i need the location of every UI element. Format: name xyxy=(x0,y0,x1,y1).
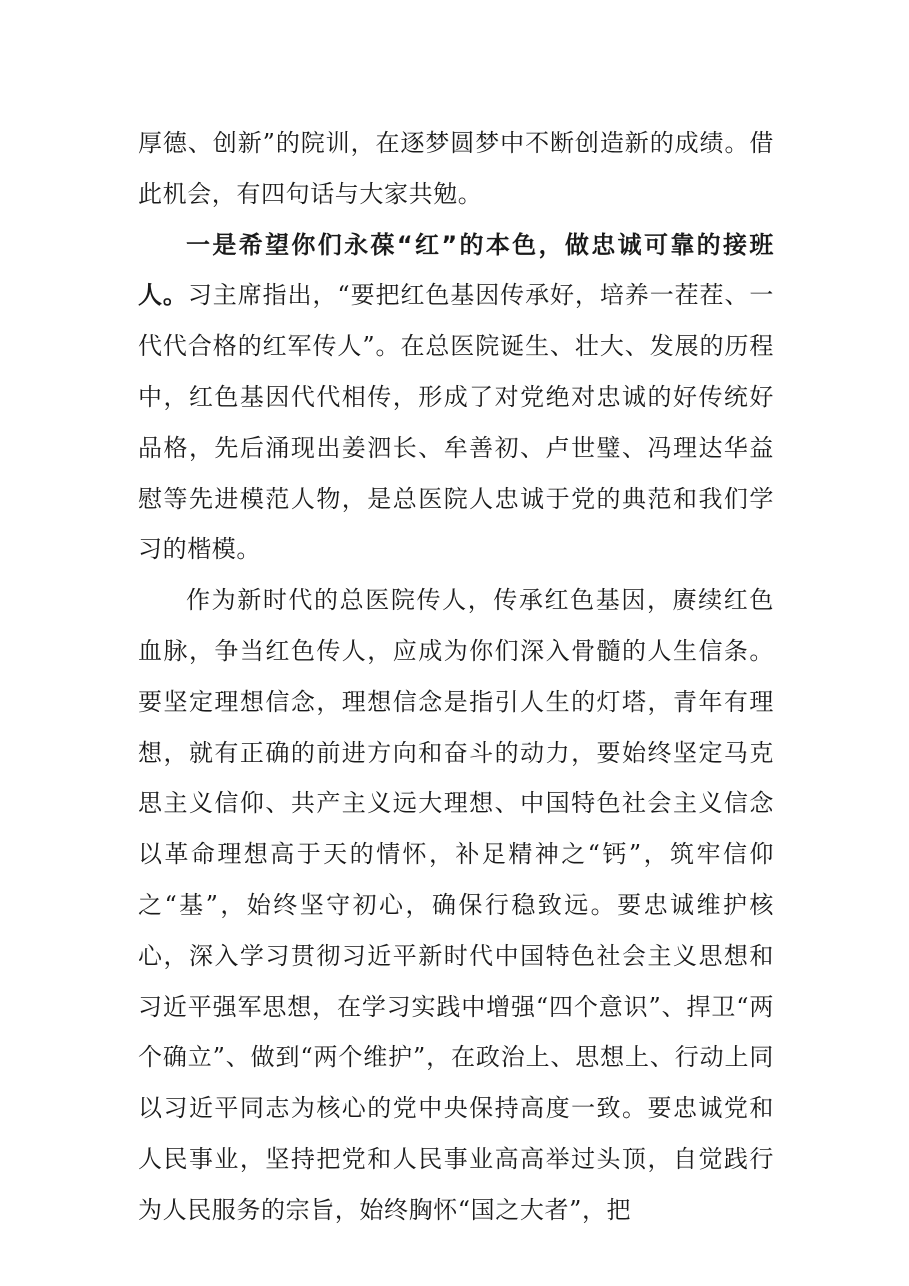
paragraph-text: 作为新时代的总医院传人，传承红色基因，赓续红色血脉，争当红色传人，应成为你们深入骨髓的人生信条。要坚定理想信念，理想信念是指引人生的灯塔，青年有理想，就有正确的前进方向和奋斗的动力，要始终坚定马克思主义信仰、共产主义远大理想、中国特色社会主义信念以革命理想高于天的情怀，补足精神之“钙”，筑牢信仰之“基”，始终坚守初心，确保行稳致远。要忠诚维护核心，深入学习贯彻习近平新时代中国特色社会主义思想和习近平强军思想，在学习实践中增强“四个意识”、捍卫“两个确立”、做到“两个维护”，在政治上、思想上、行动上同以习近平同志为核心的党中央保持高度一致。要忠诚党和人民事业，坚持把党和人民事业高高举过头顶，自觉践行为人民服务的宗旨，始终胸怀“国之大者”，把 xyxy=(138,586,774,1224)
paragraph-continuation xyxy=(138,118,774,220)
body-text xyxy=(138,118,774,1236)
paragraph-point-one xyxy=(138,220,774,576)
paragraph-text: 习主席指出，“要把红色基因传承好，培养一茬茬、一代代合格的红军传人”。在总医院诞生、壮大、发展的历程中，红色基因代代相传，形成了对党绝对忠诚的好传统好品格，先后涌现出姜泗长、牟善初、卢世璧、冯理达华益慰等先进模范人物，是总医院人忠诚于党的典范和我们学习的楷模。 xyxy=(138,281,775,564)
paragraph-lead-heading: 一是希望你们永葆“红”的本色，做忠诚可靠的接班人。 xyxy=(138,230,774,310)
paragraph-body xyxy=(138,575,774,1235)
paragraph-text: 厚德、创新”的院训，在逐梦圆梦中不断创造新的成绩。借此机会，有四句话与大家共勉。 xyxy=(138,129,774,208)
